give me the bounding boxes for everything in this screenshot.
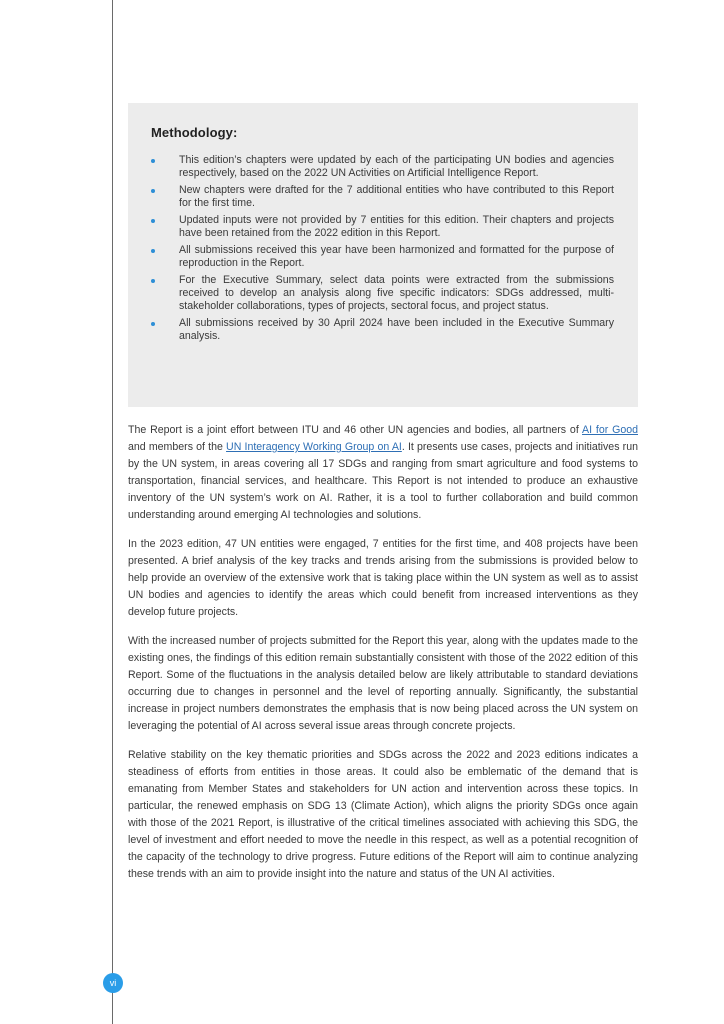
un-interagency-working-group-link[interactable]: UN Interagency Working Group on AI [226, 441, 402, 453]
list-item: New chapters were drafted for the 7 additional entities who have contributed to this Report for the first time. [151, 184, 614, 210]
methodology-title: Methodology: [151, 125, 238, 140]
page-number-badge: vi [103, 973, 123, 993]
paragraph-2: In the 2023 edition, 47 UN entities were engaged, 7 entities for the first time, and 408 projects have been presented. A brief analysis of the key tracks and trends arising from the submissions is provided below to help provide an overview of the extensive work that is taking place within the UN system as well as to assist UN bodies and agencies to identify the areas which could benefit from increased interventions as they develop future projects. [128, 538, 638, 618]
bullet-icon [151, 189, 155, 193]
list-item: For the Executive Summary, select data points were extracted from the submissions received to develop an analysis along five specific indicators: SDGs addressed, multi-stakeholder collaborations, types of projects, sectoral focus, and project status. [151, 274, 614, 313]
ai-for-good-link[interactable]: AI for Good [582, 424, 638, 436]
bullet-icon [151, 159, 155, 163]
list-item: All submissions received this year have been harmonized and formatted for the purpose of reproduction in the Report. [151, 244, 614, 270]
paragraph-4: Relative stability on the key thematic priorities and SDGs across the 2022 and 2023 editions indicates a steadiness of efforts from entities in those areas. It could also be emblematic of the demand that is emanating from Member States and stakeholders for UN action and intervention across these topics. In particular, the renewed emphasis on SDG 13 (Climate Action), which aligns the priority SDGs once again with those of the 2021 Report, is illustrative of the critical timelines associated with achieving this SDG, the level of investment and effort needed to move the needle in this respect, as well as a potential recognition of the capacity of the technology to drive progress. Future editions of the Report will aim to continue analyzing these trends with an aim to provide insight into the nature and status of the UN AI activities. [128, 749, 638, 880]
list-item: All submissions received by 30 April 2024 have been included in the Executive Summary analysis. [151, 317, 614, 343]
methodology-box [128, 103, 638, 407]
margin-rule [112, 0, 113, 1024]
bullet-icon [151, 279, 155, 283]
bullet-icon [151, 219, 155, 223]
methodology-list [151, 154, 614, 343]
body-text [128, 422, 638, 895]
list-item: Updated inputs were not provided by 7 entities for this edition. Their chapters and projects have been retained from the 2022 edition in this Report. [151, 214, 614, 240]
list-item: This edition’s chapters were updated by each of the participating UN bodies and agencies respectively, based on the 2022 UN Activities on Artificial Intelligence Report. [151, 154, 614, 180]
bullet-icon [151, 322, 155, 326]
paragraph-1: The Report is a joint effort between ITU and 46 other UN agencies and bodies, all partners of AI for Good and members of the UN Interagency Working Group on AI. It presents use cases, projects and initiatives run by the UN system, in areas covering all 17 SDGs and ranging from smart agriculture and food systems to transportation, financial services, and healthcare. This Report is not intended to produce an exhaustive inventory of the UN system’s work on AI. Rather, it is a tool to further collaboration and build common understanding around emerging AI technologies and solutions. [128, 424, 638, 521]
bullet-icon [151, 249, 155, 253]
paragraph-3: With the increased number of projects submitted for the Report this year, along with the updates made to the existing ones, the findings of this edition remain substantially consistent with those of the 2022 edition of this Report. Some of the fluctuations in the analysis detailed below are likely attributable to standard deviations occurring due to changes in personnel and the level of reporting annually. Significantly, the substantial increase in project numbers demonstrates the emphasis that is now being placed across the UN system on leveraging the potential of AI across several issue areas through concrete projects. [128, 635, 638, 732]
